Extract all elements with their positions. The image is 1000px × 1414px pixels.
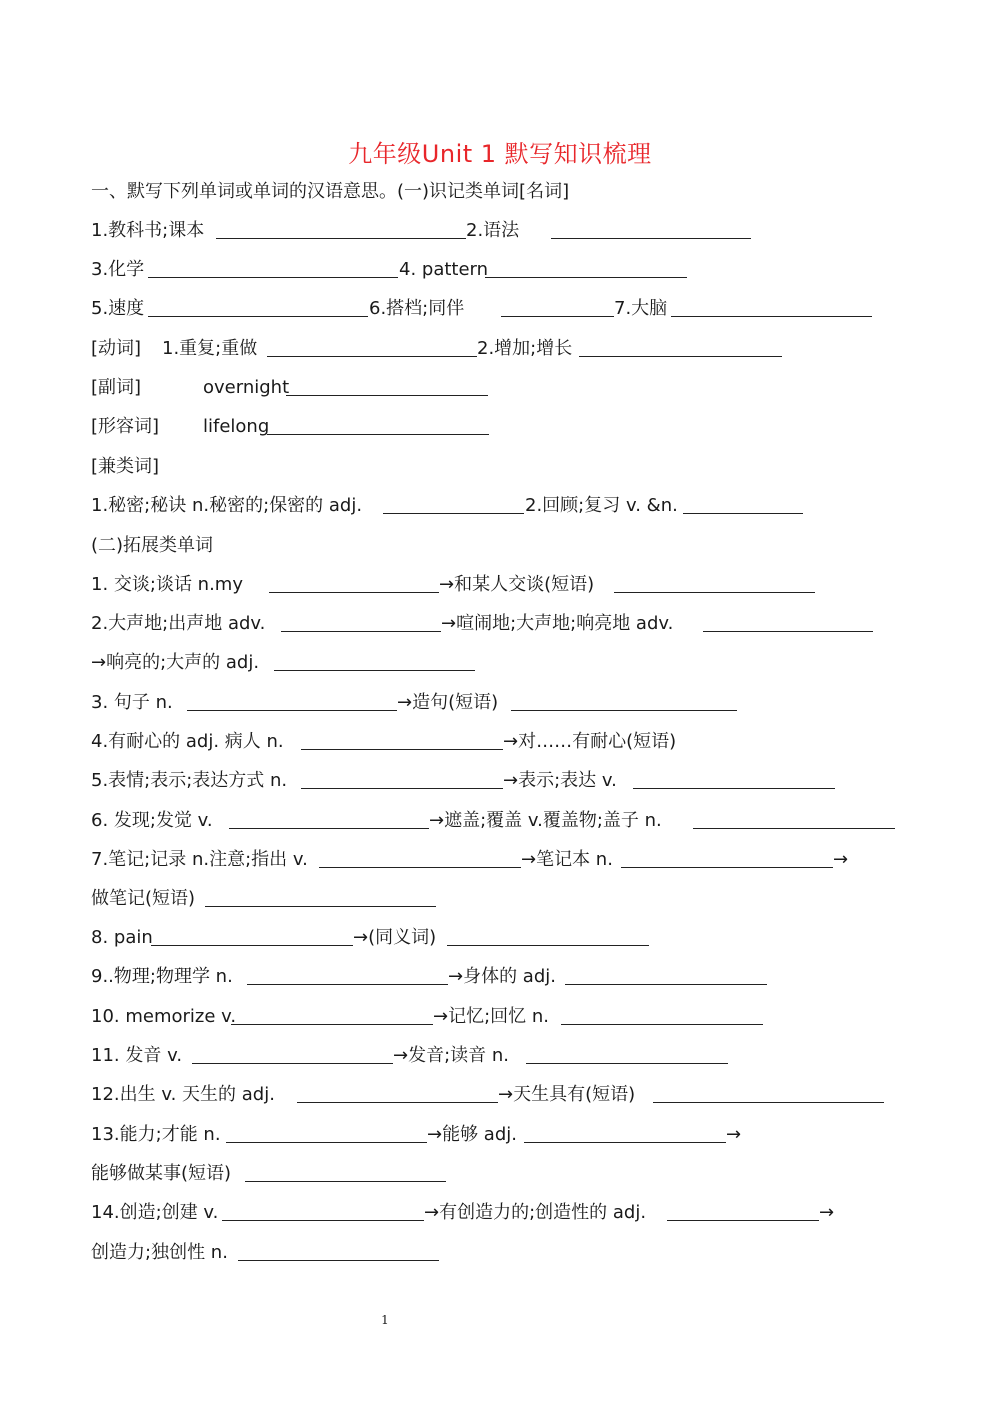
extended-heading: (二)拓展类单词 bbox=[91, 535, 214, 556]
extended-item-3-derived: →造句(短语) bbox=[397, 692, 499, 713]
answer-blank[interactable] bbox=[187, 710, 397, 711]
page-number: 1 bbox=[381, 1313, 389, 1327]
extended-item-10-stem: 10. memorize v. bbox=[91, 1006, 237, 1027]
answer-blank[interactable] bbox=[192, 1063, 393, 1064]
extended-item-2-stem: 2.大声地;出声地 adv. bbox=[91, 613, 266, 634]
multi-item-2: 2.回顾;复习 v. &n. bbox=[525, 495, 678, 516]
answer-blank[interactable] bbox=[579, 356, 782, 357]
answer-blank[interactable] bbox=[383, 513, 524, 514]
extended-item-7-arrow: → bbox=[833, 849, 849, 870]
section-heading: 一、默写下列单词或单词的汉语意思。(一)识记类单词[名词] bbox=[91, 181, 570, 202]
answer-blank[interactable] bbox=[297, 1102, 498, 1103]
answer-blank[interactable] bbox=[281, 631, 441, 632]
answer-blank[interactable] bbox=[526, 1063, 728, 1064]
noun-item-2: 2.语法 bbox=[466, 220, 520, 241]
answer-blank[interactable] bbox=[148, 277, 398, 278]
multi-item-1: 1.秘密;秘诀 n.秘密的;保密的 adj. bbox=[91, 495, 363, 516]
adverb-label: [副词] bbox=[91, 377, 142, 398]
answer-blank[interactable] bbox=[151, 945, 353, 946]
extended-item-12-derived: →天生具有(短语) bbox=[498, 1084, 636, 1105]
extended-item-9-stem: 9..物理;物理学 n. bbox=[91, 966, 233, 987]
answer-blank[interactable] bbox=[245, 1181, 446, 1182]
answer-blank[interactable] bbox=[216, 238, 466, 239]
answer-blank[interactable] bbox=[667, 1220, 819, 1221]
noun-item-1: 1.教科书;课本 bbox=[91, 220, 205, 241]
extended-item-14-stem: 14.创造;创建 v. bbox=[91, 1202, 219, 1223]
answer-blank[interactable] bbox=[524, 1142, 726, 1143]
page-title: 九年级Unit 1 默写知识梳理 bbox=[348, 140, 652, 168]
extended-item-5-stem: 5.表情;表示;表达方式 n. bbox=[91, 770, 288, 791]
answer-blank[interactable] bbox=[693, 828, 895, 829]
extended-item-13-derived: →能够 adj. bbox=[427, 1124, 517, 1145]
answer-blank[interactable] bbox=[447, 945, 649, 946]
answer-blank[interactable] bbox=[621, 867, 833, 868]
answer-blank[interactable] bbox=[274, 670, 475, 671]
adjective-item: lifelong bbox=[203, 416, 270, 437]
answer-blank[interactable] bbox=[269, 592, 439, 593]
extended-item-1-stem: 1. 交谈;谈话 n.my bbox=[91, 574, 243, 595]
adverb-item: overnight bbox=[203, 377, 290, 398]
extended-item-14-derived: →有创造力的;创造性的 adj. bbox=[424, 1202, 647, 1223]
extended-item-3-stem: 3. 句子 n. bbox=[91, 692, 173, 713]
answer-blank[interactable] bbox=[633, 788, 835, 789]
multi-label: [兼类词] bbox=[91, 456, 160, 477]
verb-item-2: 2.增加;增长 bbox=[477, 338, 573, 359]
extended-item-7-phrase: 做笔记(短语) bbox=[91, 888, 196, 909]
answer-blank[interactable] bbox=[148, 316, 368, 317]
extended-item-1-derived: →和某人交谈(短语) bbox=[439, 574, 595, 595]
extended-item-13-phrase: 能够做某事(短语) bbox=[91, 1163, 232, 1184]
extended-item-6-stem: 6. 发现;发觉 v. bbox=[91, 810, 213, 831]
extended-item-8-stem: 8. pain bbox=[91, 927, 153, 948]
noun-item-4: 4. pattern bbox=[399, 259, 489, 280]
answer-blank[interactable] bbox=[319, 867, 521, 868]
answer-blank[interactable] bbox=[267, 356, 477, 357]
answer-blank[interactable] bbox=[229, 828, 429, 829]
answer-blank[interactable] bbox=[267, 434, 489, 435]
answer-blank[interactable] bbox=[222, 1220, 424, 1221]
answer-blank[interactable] bbox=[231, 1024, 433, 1025]
answer-blank[interactable] bbox=[653, 1102, 884, 1103]
extended-item-6-derived: →遮盖;覆盖 v.覆盖物;盖子 n. bbox=[429, 810, 662, 831]
extended-item-11-stem: 11. 发音 v. bbox=[91, 1045, 183, 1066]
extended-item-14-arrow: → bbox=[819, 1202, 835, 1223]
extended-item-13-arrow: → bbox=[726, 1124, 742, 1145]
answer-blank[interactable] bbox=[501, 316, 614, 317]
extended-item-9-derived: →身体的 adj. bbox=[448, 966, 556, 987]
answer-blank[interactable] bbox=[565, 984, 767, 985]
answer-blank[interactable] bbox=[301, 749, 503, 750]
answer-blank[interactable] bbox=[286, 395, 488, 396]
extended-item-10-derived: →记忆;回忆 n. bbox=[433, 1006, 549, 1027]
verb-label: [动词] bbox=[91, 338, 142, 359]
extended-item-11-derived: →发音;读音 n. bbox=[393, 1045, 509, 1066]
extended-item-7-stem: 7.笔记;记录 n.注意;指出 v. bbox=[91, 849, 308, 870]
answer-blank[interactable] bbox=[614, 592, 815, 593]
answer-blank[interactable] bbox=[247, 984, 448, 985]
answer-blank[interactable] bbox=[238, 1260, 439, 1261]
extended-item-2-adj: →响亮的;大声的 adj. bbox=[91, 652, 260, 673]
answer-blank[interactable] bbox=[703, 631, 873, 632]
noun-item-7: 7.大脑 bbox=[614, 298, 668, 319]
extended-item-7-derived: →笔记本 n. bbox=[521, 849, 613, 870]
verb-item-1: 1.重复;重做 bbox=[162, 338, 258, 359]
answer-blank[interactable] bbox=[511, 710, 737, 711]
answer-blank[interactable] bbox=[485, 277, 687, 278]
noun-item-6: 6.搭档;同伴 bbox=[369, 298, 465, 319]
extended-item-4-derived: →对……有耐心(短语) bbox=[503, 731, 677, 752]
extended-item-14-noun: 创造力;独创性 n. bbox=[91, 1242, 228, 1263]
answer-blank[interactable] bbox=[561, 1024, 763, 1025]
extended-item-12-stem: 12.出生 v. 天生的 adj. bbox=[91, 1084, 275, 1105]
noun-item-3: 3.化学 bbox=[91, 259, 145, 280]
extended-item-5-derived: →表示;表达 v. bbox=[503, 770, 617, 791]
answer-blank[interactable] bbox=[205, 906, 436, 907]
noun-item-5: 5.速度 bbox=[91, 298, 145, 319]
extended-item-4-stem: 4.有耐心的 adj. 病人 n. bbox=[91, 731, 284, 752]
answer-blank[interactable] bbox=[671, 316, 872, 317]
extended-item-2-derived: →喧闹地;大声地;响亮地 adv. bbox=[441, 613, 674, 634]
answer-blank[interactable] bbox=[551, 238, 751, 239]
extended-item-8-derived: →(同义词) bbox=[353, 927, 437, 948]
answer-blank[interactable] bbox=[683, 513, 803, 514]
extended-item-13-stem: 13.能力;才能 n. bbox=[91, 1124, 221, 1145]
adjective-label: [形容词] bbox=[91, 416, 160, 437]
answer-blank[interactable] bbox=[226, 1142, 427, 1143]
answer-blank[interactable] bbox=[301, 788, 503, 789]
